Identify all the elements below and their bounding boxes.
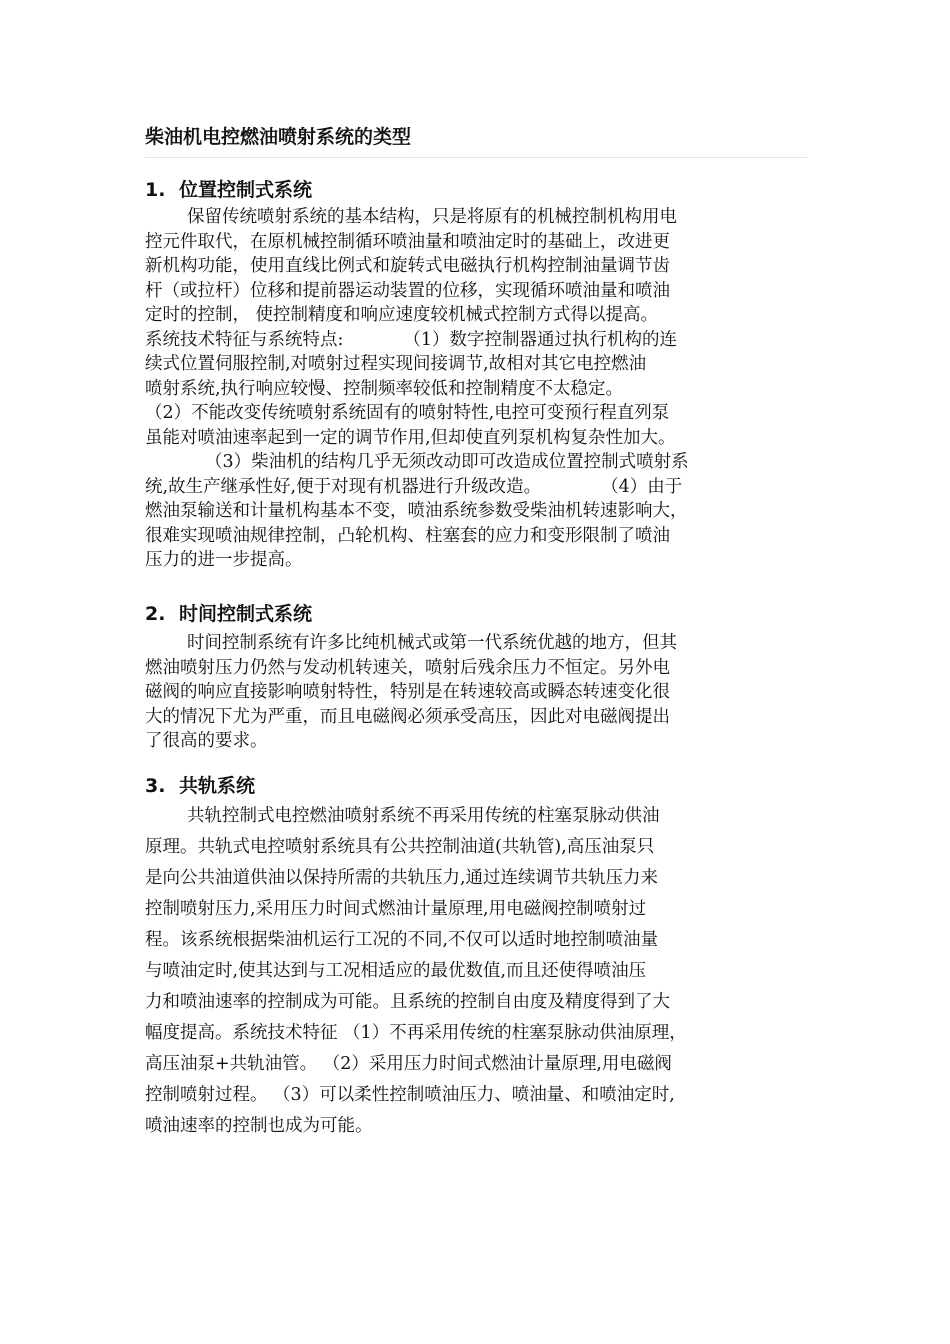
paragraph-line: （3）柴油机的结构几乎无须改动即可改造成位置控制式喷射系 (205, 452, 689, 472)
paragraph-line: 很难实现喷油规律控制，凸轮机构、柱塞套的应力和变形限制了喷油 (145, 525, 670, 546)
paragraph-line: 燃油喷射压力仍然与发动机转速关，喷射后残余压力不恒定。另外电 (145, 657, 670, 678)
paragraph-line: 控制喷射过程。 （3）可以柔性控制喷油压力、喷油量、和喷油定时, (145, 1085, 675, 1105)
paragraph-text: （4）由于 (601, 476, 683, 497)
paragraph-line: 时间控制系统有许多比纯机械式或第一代系统优越的地方，但其 (187, 633, 677, 653)
paragraph-line (145, 475, 807, 500)
paragraph-line: 大的情况下尤为严重，而且电磁阀必须承受高压，因此对电磁阀提出 (145, 706, 670, 727)
document-title: 柴油机电控燃油喷射系统的类型 (145, 126, 412, 148)
paragraph-line: 杆（或拉杆）位移和提前器运动装置的位移，实现循环喷油量和喷油 (145, 280, 670, 301)
section-title: 时间控制式系统 (179, 603, 313, 625)
paragraph-line: 与喷油定时,使其达到与工况相适应的最优数值,而且还使得喷油压 (145, 961, 647, 981)
paragraph-line: 力和喷油速率的控制成为可能。且系统的控制自由度及精度得到了大 (145, 992, 670, 1012)
paragraph-line: 共轨控制式电控燃油喷射系统不再采用传统的柱塞泵脉动供油 (187, 806, 660, 826)
paragraph-line: 原理。共轨式电控喷射系统具有公共控制油道(共轨管),高压油泵只 (145, 837, 655, 857)
paragraph-text: 系统技术特征与系统特点: (145, 329, 344, 350)
section-number: 1. (145, 179, 166, 201)
section-heading-1 (145, 178, 312, 202)
paragraph-line: 是向公共油道供油以保持所需的共轨压力,通过连续调节共轨压力来 (145, 868, 659, 888)
paragraph-line: 续式位置伺服控制,对喷射过程实现间接调节,故相对其它电控燃油 (145, 354, 647, 374)
paragraph-line: 喷射系统,执行响应较慢、控制频率较低和控制精度不太稳定。 (145, 378, 624, 399)
section-paragraph-2 (145, 631, 807, 754)
section-title: 共轨系统 (179, 775, 256, 797)
paragraph-line (145, 328, 807, 353)
paragraph-line: 虽能对喷油速率起到一定的调节作用,但却使直列泵机构复杂性加大。 (145, 427, 676, 448)
paragraph-line: 控元件取代，在原机械控制循环喷油量和喷油定时的基础上，改进更 (145, 231, 670, 252)
paragraph-line: （2）不能改变传统喷射系统固有的喷射特性,电控可变预行程直列泵 (145, 403, 670, 423)
section-paragraph-1 (145, 205, 807, 573)
paragraph-line: 保留传统喷射系统的基本结构，只是将原有的机械控制机构用电 (187, 207, 677, 227)
section-heading-3 (145, 774, 255, 798)
section-number: 3. (145, 775, 166, 797)
paragraph-text: （1）数字控制器通过执行机构的连 (403, 329, 678, 350)
paragraph-line: 高压油泵+共轨油管。 （2）采用压力时间式燃油计量原理,用电磁阀 (145, 1054, 672, 1074)
paragraph-line: 程。该系统根据柴油机运行工况的不同,不仅可以适时地控制喷油量 (145, 930, 659, 950)
paragraph-line: 控制喷射压力,采用压力时间式燃油计量原理,用电磁阀控制喷射过 (145, 899, 647, 919)
section-title: 位置控制式系统 (179, 179, 313, 201)
paragraph-line: 新机构功能，使用直线比例式和旋转式电磁执行机构控制油量调节齿 (145, 256, 670, 276)
paragraph-line: 定时的控制， 使控制精度和响应速度较机械式控制方式得以提高。 (145, 305, 659, 325)
section-number: 2. (145, 603, 166, 625)
paragraph-text: 统,故生产继承性好,便于对现有机器进行升级改造。 (145, 476, 542, 497)
section-paragraph-3 (145, 801, 807, 1142)
paragraph-line: 了很高的要求。 (145, 731, 268, 751)
paragraph-line: 喷油速率的控制也成为可能。 (145, 1116, 373, 1136)
paragraph-line: 幅度提高。系统技术特征 （1）不再采用传统的柱塞泵脉动供油原理， (145, 1023, 687, 1043)
paragraph-line: 压力的进一步提高。 (145, 550, 303, 570)
section-heading-2 (145, 602, 312, 626)
title-divider (145, 157, 807, 158)
paragraph-line: 磁阀的响应直接影响喷射特性，特别是在转速较高或瞬态转速变化很 (145, 682, 670, 702)
paragraph-line: 燃油泵输送和计量机构基本不变，喷油系统参数受柴油机转速影响大， (145, 501, 688, 521)
